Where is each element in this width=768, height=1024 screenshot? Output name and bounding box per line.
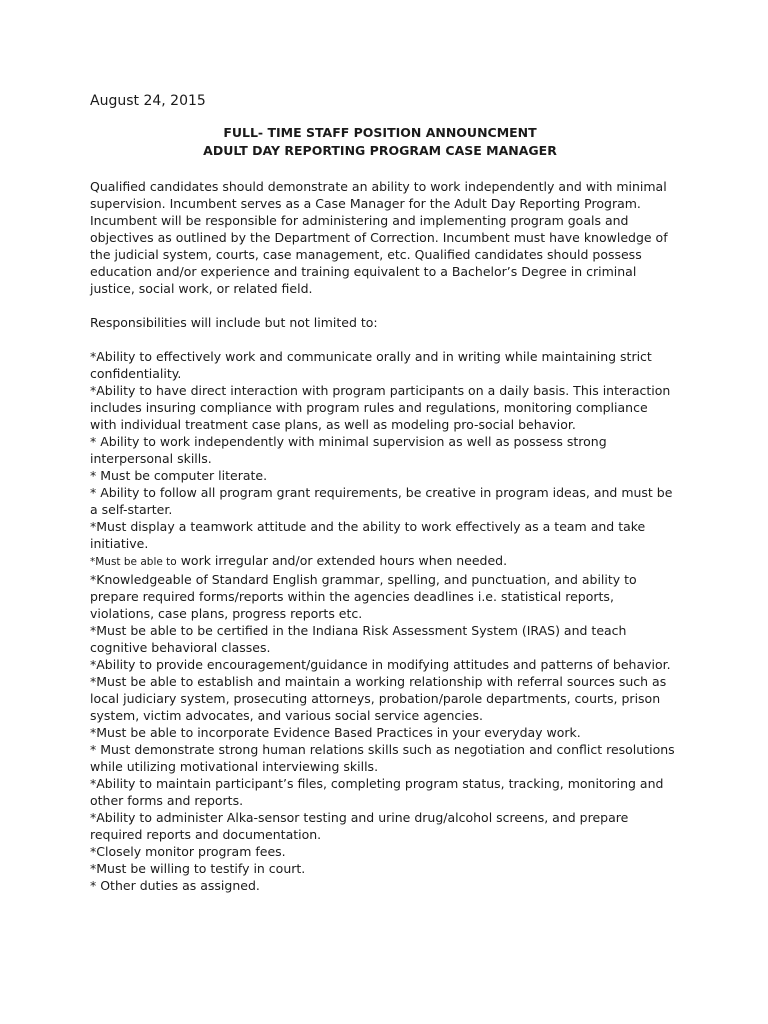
responsibilities-heading: Responsibilities will include but not limited to: (90, 315, 378, 330)
responsibility-line: *Must be willing to testify in court. (90, 861, 306, 876)
responsibility-line: *Ability to maintain participant’s files, completing program status, tracking, monitoring and (90, 776, 664, 791)
responsibility-line: *Ability to administer Alka-sensor testing and urine drug/alcohol screens, and prepare (90, 810, 629, 825)
responsibility-line: system, victim advocates, and various social service agencies. (90, 708, 483, 723)
responsibility-line: prepare required forms/reports within the agencies deadlines i.e. statistical reports, (90, 589, 614, 604)
responsibility-line: * Must demonstrate strong human relations skills such as negotiation and conflict resolutions (90, 742, 675, 757)
responsibility-line: *Must be able to incorporate Evidence Based Practices in your everyday work. (90, 725, 581, 740)
responsibility-line: *Ability to have direct interaction with program participants on a daily basis. This interaction (90, 383, 671, 398)
responsibility-line: * Ability to work independently with minimal supervision as well as possess strong (90, 434, 607, 449)
responsibility-line-irregular-hours (90, 552, 690, 571)
responsibility-line: local judiciary system, prosecuting attorneys, probation/parole departments, courts, prison (90, 691, 661, 706)
intro-line: education and/or experience and training equivalent to a Bachelor’s Degree in criminal (90, 264, 637, 279)
responsibilities-list (90, 348, 690, 894)
document-body (90, 178, 690, 894)
intro-line: supervision. Incumbent serves as a Case Manager for the Adult Day Reporting Program. (90, 196, 641, 211)
responsibility-line: *Must be able to establish and maintain a working relationship with referral sources such as (90, 674, 667, 689)
responsibility-line: *Closely monitor program fees. (90, 844, 286, 859)
responsibility-line: *Must be able to be certified in the Indiana Risk Assessment System (IRAS) and teach (90, 623, 627, 638)
responsibility-line: interpersonal skills. (90, 451, 212, 466)
responsibility-line: with individual treatment case plans, as well as modeling pro-social behavior. (90, 417, 576, 432)
responsibility-line: other forms and reports. (90, 793, 244, 808)
irregular-hours-rest: work irregular and/or extended hours when needed. (176, 553, 508, 568)
responsibility-line: required reports and documentation. (90, 827, 322, 842)
position-title: ADULT DAY REPORTING PROGRAM CASE MANAGER (203, 143, 557, 158)
responsibility-line: includes insuring compliance with program rules and regulations, monitoring compliance (90, 400, 648, 415)
intro-line: justice, social work, or related field. (90, 281, 313, 296)
announcement-title: FULL- TIME STAFF POSITION ANNOUNCMENT (223, 125, 537, 140)
responsibility-line: * Must be computer literate. (90, 468, 268, 483)
responsibility-line: while utilizing motivational interviewing skills. (90, 759, 379, 774)
intro-line: Qualified candidates should demonstrate an ability to work independently and with minimal (90, 179, 667, 194)
intro-line: the judicial system, courts, case management, etc. Qualified candidates should possess (90, 247, 642, 262)
responsibility-line: *Ability to effectively work and communicate orally and in writing while maintaining strict (90, 349, 652, 364)
irregular-hours-prefix: *Must be able to (90, 556, 177, 568)
intro-line: objectives as outlined by the Department of Correction. Incumbent must have knowledge of (90, 230, 668, 245)
document-date: August 24, 2015 (90, 93, 206, 109)
intro-paragraph (90, 178, 690, 297)
responsibility-line: violations, case plans, progress reports etc. (90, 606, 363, 621)
responsibility-line: *Ability to provide encouragement/guidance in modifying attitudes and patterns of behavior. (90, 657, 671, 672)
responsibility-line: initiative. (90, 536, 149, 551)
responsibility-line: *Must display a teamwork attitude and the ability to work effectively as a team and take (90, 519, 646, 534)
responsibility-line: confidentiality. (90, 366, 182, 381)
responsibility-line: * Ability to follow all program grant requirements, be creative in program ideas, and must be (90, 485, 673, 500)
responsibility-line: * Other duties as assigned. (90, 878, 260, 893)
intro-line: Incumbent will be responsible for administering and implementing program goals and (90, 213, 629, 228)
responsibility-line: a self-starter. (90, 502, 173, 517)
responsibility-line: *Knowledgeable of Standard English grammar, spelling, and punctuation, and ability to (90, 572, 637, 587)
responsibility-line: cognitive behavioral classes. (90, 640, 271, 655)
